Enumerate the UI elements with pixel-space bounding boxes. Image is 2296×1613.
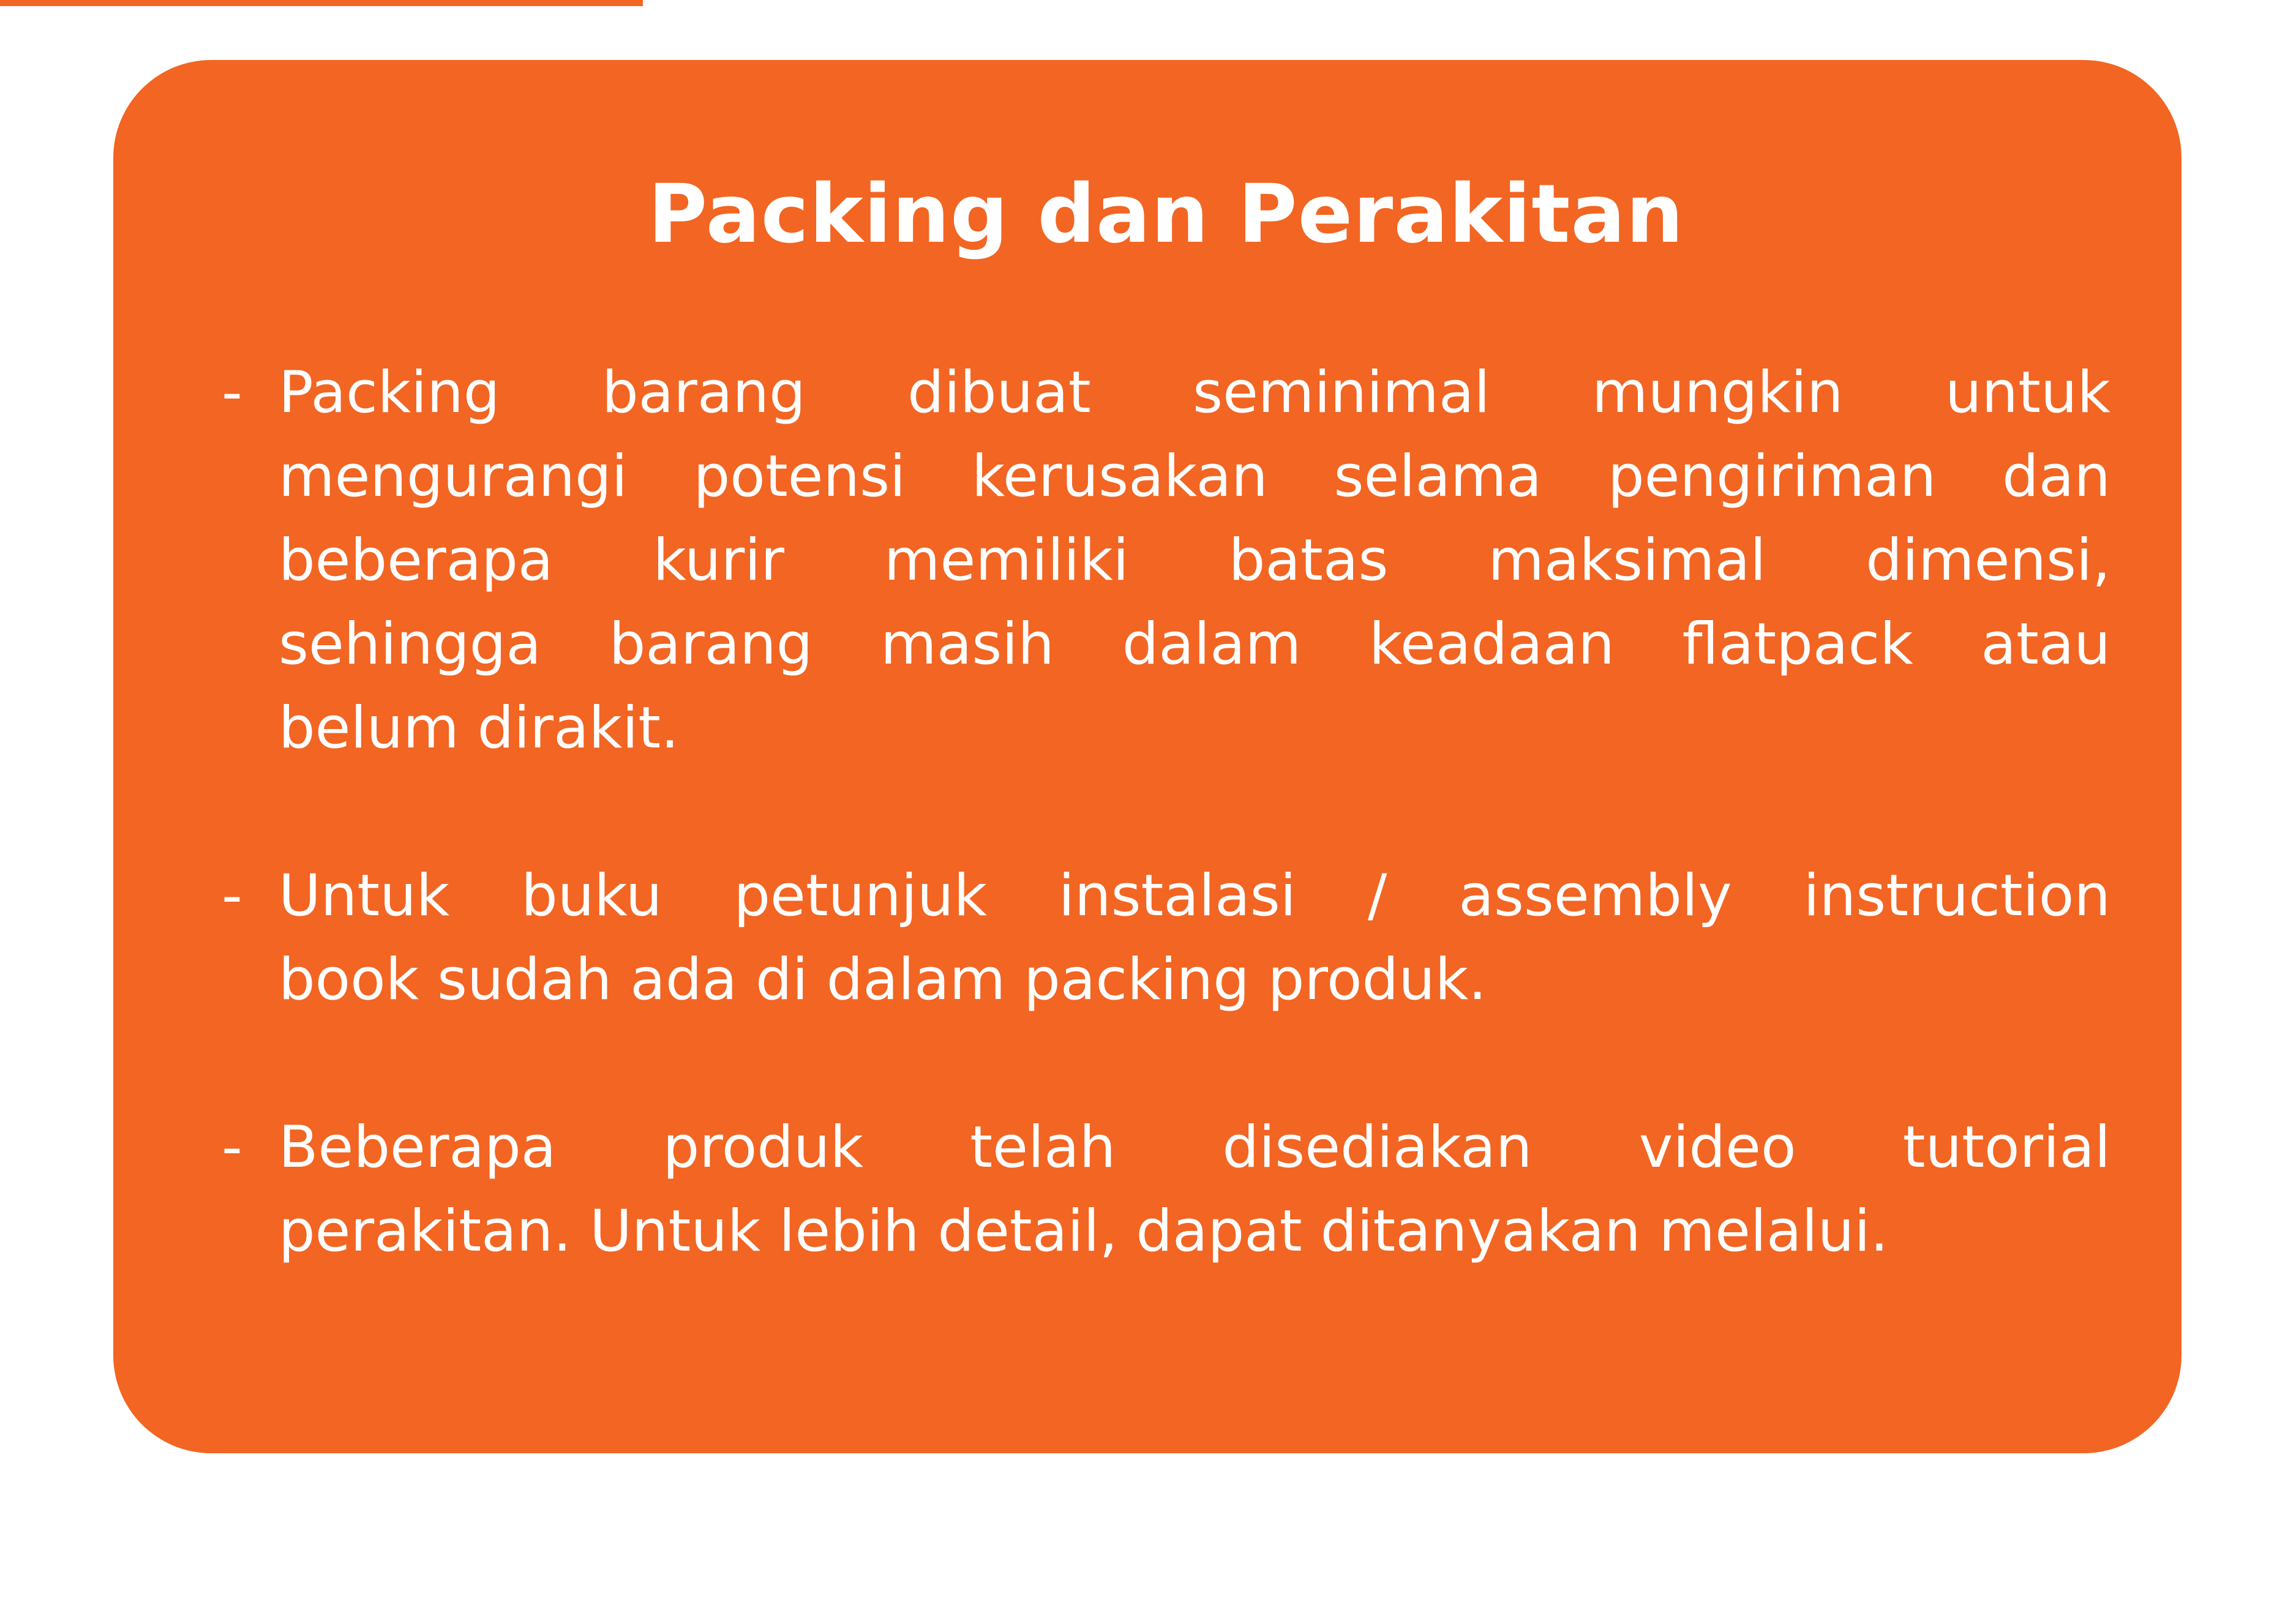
bullet-dash-marker: -	[222, 359, 242, 426]
bullet-item	[222, 1106, 2110, 1273]
bullet-line: Untuk buku petunjuk instalasi / assembly instruction	[279, 863, 2110, 929]
bullet-line: sehingga barang masih dalam keadaan flatpack atau	[279, 611, 2110, 678]
card-title: Packing dan Perakitan	[648, 167, 1684, 261]
bullet-list	[222, 351, 2110, 1273]
bullet-item	[222, 351, 2110, 770]
top-edge-strip	[0, 0, 643, 6]
bullet-dash-marker: -	[222, 863, 242, 929]
bullet-dash-marker: -	[222, 1114, 242, 1181]
bullet-item	[222, 854, 2110, 1022]
bullet-line: Packing barang dibuat seminimal mungkin untuk	[279, 359, 2110, 426]
bullet-line: book sudah ada di dalam packing produk.	[279, 946, 1487, 1013]
bullet-line: Beberapa produk telah disediakan video tutorial	[279, 1114, 2110, 1181]
bullet-line: belum dirakit.	[279, 695, 679, 762]
bullet-text	[279, 1106, 2110, 1273]
bullet-line: beberapa kurir memiliki batas maksimal dimensi,	[279, 527, 2110, 594]
bullet-text	[279, 854, 2110, 1022]
bullet-text	[279, 351, 2110, 770]
bullet-line: mengurangi potensi kerusakan selama pengiriman dan	[279, 443, 2110, 510]
info-card	[113, 60, 2182, 1453]
bullet-line: perakitan. Untuk lebih detail, dapat ditanyakan melalui.	[279, 1198, 1889, 1265]
